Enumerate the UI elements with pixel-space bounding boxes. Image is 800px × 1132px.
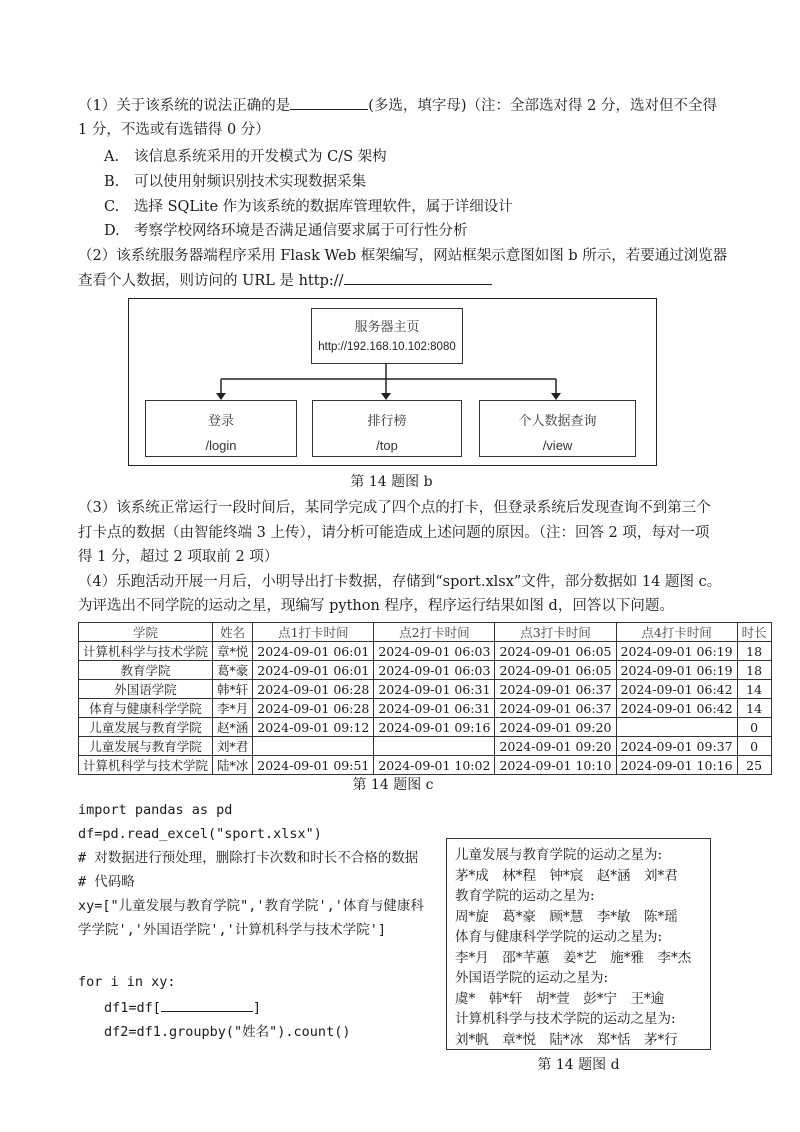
code-line-5: xy=["儿童发展与教育学院",'教育学院','体育与健康科 <box>78 898 424 914</box>
q4-line2: 为评选出不同学院的运动之星，现编写 python 程序，程序运行结果如图 d，回答以下问题。 <box>78 598 674 614</box>
table-row: 外国语学院 韩*轩 2024-09-01 06:28 2024-09-01 06:31 2024-09-01 06:37 2024-09-01 06:42 14 <box>79 680 772 699</box>
code-line-7: for i in xy: <box>78 974 176 990</box>
result-line: 计算机科学与技术学院的运动之星为: <box>455 1011 676 1027</box>
table-row: 体育与健康科学学院 李*月 2024-09-01 06:28 2024-09-01 06:31 2024-09-01 06:37 2024-09-01 06:42 14 <box>79 699 772 718</box>
result-output-box <box>446 838 711 1050</box>
header-name: 姓名 <box>213 623 253 642</box>
diagram-node-view: 个人数据查询 /view <box>479 400 636 457</box>
code-line-3: # 对数据进行预处理，删除打卡次数和时长不合格的数据 <box>78 850 419 866</box>
result-line: 教育学院的运动之星为: <box>455 888 595 904</box>
site-diagram <box>128 298 657 466</box>
punch-data-table <box>78 622 772 775</box>
result-line: 刘*帆 章*悦 陆*冰 郑*恬 茅*行 <box>455 1031 678 1048</box>
result-line: 李*月 邵*芊蕙 姜*艺 施*雅 李*杰 <box>455 949 692 966</box>
q2-url-blank[interactable] <box>344 270 492 285</box>
table-row: 儿童发展与教育学院 刘*君 2024-09-01 09:20 2024-09-01 09:37 0 <box>79 737 772 756</box>
q1-option-c: C. 选择 SQLite 作为该系统的数据库管理软件，属于详细设计 <box>104 199 513 215</box>
q2-line1: （2）该系统服务器端程序采用 Flask Web 框架编写，网站框架示意图如图 b 所示，若要通过浏览器 <box>78 248 728 264</box>
result-line: 茅*成 林*程 钟*宸 赵*涵 刘*君 <box>455 867 678 884</box>
table-row: 计算机科学与技术学院 陆*冰 2024-09-01 09:51 2024-09-01 10:02 2024-09-01 10:10 2024-09-01 10:16 25 <box>79 756 772 775</box>
header-p2: 点2打卡时间 <box>374 623 495 642</box>
q1-option-b: B. 可以使用射频识别技术实现数据采集 <box>104 174 366 190</box>
table-header-row <box>79 623 772 642</box>
code-line-8: df1=df[ ] <box>104 996 261 1020</box>
q3-line3: 得 1 分，超过 2 项取前 2 项） <box>78 549 279 565</box>
diagram-node-login: 登录 /login <box>145 400 297 457</box>
q3-line2: 打卡点的数据（由智能终端 3 上传），请分析可能造成上述问题的原因。（注：回答 2 项，每对一项 <box>78 525 710 541</box>
figure-c-caption: 第 14 题图 c <box>352 777 434 793</box>
figure-d-caption: 第 14 题图 d <box>537 1057 620 1073</box>
diagram-node-top: 排行榜 /top <box>312 400 462 457</box>
q1-stem: （1）关于该系统的说法正确的是 (多选，填字母)（注：全部选对得 2 分，选对但不全得 <box>78 95 717 117</box>
q1-stem-cont: 1 分，不选或有选错得 0 分） <box>78 122 270 138</box>
result-line: 周*旋 葛*豪 顾*慧 李*敏 陈*瑶 <box>455 908 678 925</box>
code-line-6: 学学院','外国语学院','计算机科学与技术学院'] <box>78 922 387 938</box>
q4-line1: （4）乐跑活动开展一月后，小明导出打卡数据，存储到“sport.xlsx”文件，部分数据如 14 题图 c。 <box>78 574 722 590</box>
header-p1: 点1打卡时间 <box>253 623 374 642</box>
diagram-root-title: 服务器主页 <box>354 319 420 334</box>
result-line: 外国语学院的运动之星为: <box>455 970 609 986</box>
q1-option-d: D. 考察学校网络环境是否满足通信要求属于可行性分析 <box>104 223 468 239</box>
table-row: 儿童发展与教育学院 赵*涵 2024-09-01 09:12 2024-09-01 09:16 2024-09-01 09:20 0 <box>79 718 772 737</box>
q3-line1: （3）该系统正常运行一段时间后，某同学完成了四个点的打卡，但登录系统后发现查询不到第三个 <box>78 500 711 516</box>
header-p3: 点3打卡时间 <box>495 623 616 642</box>
code-line-2: df=pd.read_excel("sport.xlsx") <box>78 826 322 842</box>
figure-b-caption: 第 14 题图 b <box>350 474 433 490</box>
q1-option-a: A. 该信息系统采用的开发模式为 C/S 架构 <box>104 149 387 165</box>
code-filter-blank[interactable] <box>161 997 253 1012</box>
header-college: 学院 <box>79 623 213 642</box>
header-p4: 点4打卡时间 <box>616 623 737 642</box>
q2-line2: 查看个人数据，则访问的 URL 是 http:// <box>78 270 492 292</box>
result-line: 儿童发展与教育学院的运动之星为: <box>455 847 663 863</box>
result-line: 体育与健康科学学院的运动之星为: <box>455 929 663 945</box>
header-duration: 时长 <box>737 623 771 642</box>
code-line-9: df2=df1.groupby("姓名").count() <box>104 1024 351 1040</box>
code-line-4: # 代码略 <box>78 874 135 890</box>
table-row: 教育学院 葛*豪 2024-09-01 06:01 2024-09-01 06:03 2024-09-01 06:05 2024-09-01 06:19 18 <box>79 661 772 680</box>
code-line-1: import pandas as pd <box>78 802 233 818</box>
q1-answer-blank[interactable] <box>290 95 368 110</box>
table-row: 计算机科学与技术学院 章*悦 2024-09-01 06:01 2024-09-01 06:03 2024-09-01 06:05 2024-09-01 06:19 18 <box>79 642 772 661</box>
diagram-root-url: http://192.168.10.102:8080 <box>318 341 456 353</box>
result-line: 虞* 韩*轩 胡*萱 彭*宁 王*逾 <box>455 990 665 1007</box>
